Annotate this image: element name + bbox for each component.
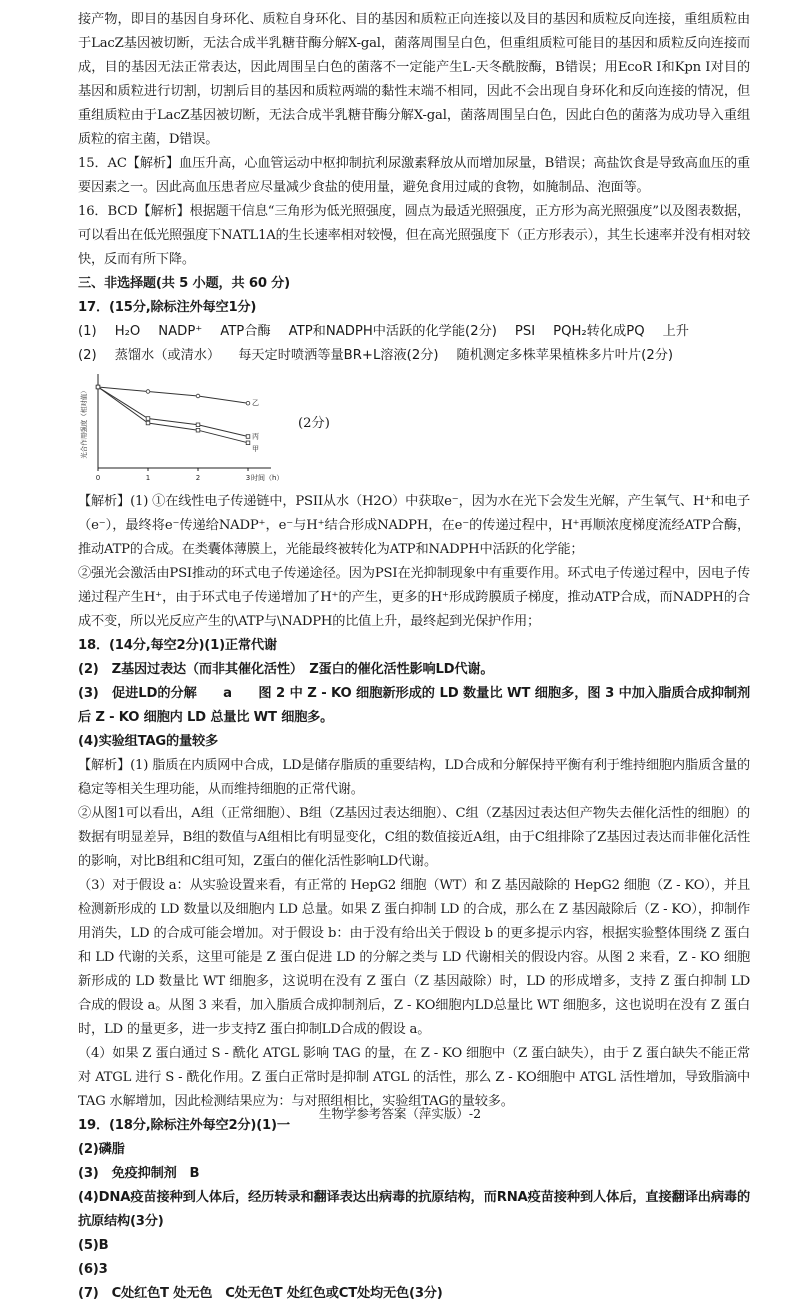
q17-heading: 17．(15分,除标注外每空1分) [78,300,257,315]
figure-points-note: (2分) [298,416,330,431]
data-point [246,401,250,405]
data-point [146,421,150,425]
q19-3: (3) 免疫抑制剂 B [78,1166,200,1181]
q16-answer: 16．BCD【解析】根据题干信息“三角形为低光照强度，圆点为最适光照强度，正方形为高光照强度”以及图表数据，可以看出在低光照强度下NATL1A的生长速率相对较慢，但在高光照强度下（正方形表示），其生长速率并没有相对较快，反而有所下降。 [78,204,750,267]
series-label: 乙 [252,399,259,408]
data-point [196,428,200,432]
q19-7: (7) C处红色T 处无色 C处无色T 处红色或CT处均无色(3分) [78,1286,443,1301]
x-axis-label: 时间（h） [251,474,284,482]
q18-2: (2) Z基因过表达（而非其催化活性） Z蛋白的催化活性影响LD代谢。 [78,662,494,677]
line-chart [78,370,288,488]
q15-answer: 15．AC【解析】血压升高，心血管运动中枢抑制抗利尿激素释放从而增加尿量，B错误；高盐饮食是导致高血压的重要因素之一。因此高血压患者应尽量减少食盐的使用量，避免食用过咸的食物，如腌制品、泡面等。 [78,156,750,195]
q19-2: (2)磷脂 [78,1142,125,1157]
data-point [246,435,250,439]
q18-3: (3) 促进LD的分解 a 图 2 中 Z - KO 细胞新形成的 LD 数量比 WT 细胞多，图 3 中加入脂质合成抑制剂后 Z - KO 细胞内 LD 总量比 WT 细胞多。 [78,686,750,725]
q19-heading: 19．(18分,除标注外每空2分)(1)一 [78,1118,290,1133]
x-tick-label: 0 [95,474,101,482]
q17-explanation-1: 【解析】(1) ①在线性电子传递链中，PSII从水（H2O）中获取e⁻，因为水在光下会发生光解，产生氧气、H⁺和电子（e⁻），最终将e⁻传递给NADP⁺，e⁻与H⁺结合形成NADPH，在e⁻的传递过程中，H⁺再顺浓度梯度流经ATP合酶，推动ATP的合成。在类囊体薄膜上，光能最终被转化为ATP和NADPH中活跃的化学能； [78,494,750,557]
x-tick-label: 3 [245,474,251,482]
series-label: 丙 [252,432,259,441]
series-line [98,387,248,443]
q19-4: (4)DNA疫苗接种到人体后，经历转录和翻译表达出病毒的抗原结构，而RNA疫苗接种到人体后，直接翻译出病毒的抗原结构(3分) [78,1190,750,1229]
q17-row-2 [78,344,750,368]
q17-1-g: 上升 [662,324,689,339]
q17-1-c: ATP合酶 [220,324,271,339]
q17-1-a: H₂O [114,324,141,339]
q17-1-b: NADP⁺ [158,324,203,339]
q19-6: (6)3 [78,1262,108,1277]
data-point [196,423,200,427]
q18-heading: 18．(14分,每空2分)(1)正常代谢 [78,638,277,653]
data-point [146,417,150,421]
page-footer: 生物学参考答案（萍实版）-2 [318,1106,482,1121]
x-tick-label: 2 [195,474,201,482]
q17-2-a: 蒸馏水（或清水） [114,348,221,363]
q18-explanation-4: （4）如果 Z 蛋白通过 S - 酰化 ATGL 影响 TAG 的量，在 Z - KO 细胞中（Z 蛋白缺失），由于 Z 蛋白缺失不能正常对 ATGL 进行 S - 酰化作用。Z 蛋白正常时是抑制 ATGL 的活性，那么 Z - KO细胞中 ATGL 活性增加，导致脂滴中 TAG 水解增加，因此检测结果应为：与对照组相比，实验组TAG的量较多。 [78,1046,750,1109]
q18-explanation-2: ②从图1可以看出，A组（正常细胞）、B组（Z基因过表达细胞）、C组（Z基因过表达但产物失去催化活性的细胞）的数据有明显差异，B组的数值与A组相比有明显变化，C组的数值接近A组，由于C组排除了Z基因过表达而非催化活性的影响，对比B组和C组可知，Z蛋白的催化活性影响LD代谢。 [78,806,750,869]
q18-4: (4)实验组TAG的量较多 [78,734,218,749]
x-tick-label: 1 [145,474,151,482]
q14-explanation-continued: 接产物，即目的基因自身环化、质粒自身环化、目的基因和质粒正向连接以及目的基因和质粒反向连接，重组质粒由于LacZ基因被切断，无法合成半乳糖苷酶分解X-gal，菌落周围呈白色，但重组质粒可能目的基因和质粒反向连接而成，目的基因无法正常表达，因此周围呈白色的菌落不一定能产生L-天冬酰胺酶，B错误；用EcoR Ⅰ和Kpn Ⅰ对目的基因和质粒进行切割，切割后目的基因和质粒两端的黏性末端不相同，因此不会出现自身环化和反向连接的情况，但重组质粒由于LacZ基因被切断，无法合成半乳糖苷酶分解X-gal，菌落周围呈白色，因此白色的菌落为成功导入重组质粒的宿主菌，D错误。 [78,12,750,147]
q17-2-c: 随机测定多株苹果植株多片叶片(2分) [456,348,674,363]
q18-explanation-3: （3）对于假设 a：从实验设置来看，有正常的 HepG2 细胞（WT）和 Z 基因敲除的 HepG2 细胞（Z - KO），并且检测新形成的 LD 数量以及细胞内 LD 总量。如果 Z 蛋白抑制 LD 的合成，那么在 Z 基因敲除后（Z - KO），抑制作用消失，LD 的合成可能会增加。对于假设 b：由于没有给出关于假设 b 的更多提示内容，根据实验整体围绕 Z 蛋白和 LD 代谢的关系，这里可能是 Z 蛋白促进 LD 的分解之类与 LD 代谢相关的假设内容。从图 2 来看，Z - KO 细胞新形成的 LD 数量比 WT 细胞多，这说明在没有 Z 蛋白（Z 基因敲除）时，LD 的形成增多，支持 Z 蛋白抑制 LD 合成的假设 a。从图 3 来看，加入脂质合成抑制剂后，Z - KO细胞内LD总量比 WT 细胞多，这也说明在没有 Z 蛋白时，LD 的量更多，进一步支持Z 蛋白抑制LD合成的假设 a。 [78,878,750,1037]
y-axis-label: 光合作用强度（相对值） [80,387,88,459]
data-point [146,390,150,394]
data-point [196,394,200,398]
q17-1-e: PSI [514,324,536,339]
q17-1-num: (1) [78,324,97,339]
section-heading: 三、非选择题(共 5 小题，共 60 分) [78,276,290,291]
data-point [246,441,250,445]
q17-2-b: 每天定时喷洒等量BR+L溶液(2分) [238,348,439,363]
q17-explanation-2: ②强光会激活由PSI推动的环式电子传递途径。因为PSI在光抑制现象中有重要作用。环式电子传递过程中，因电子传递过程产生H⁺，由于环式电子传递增加了H⁺的产生，更多的H⁺形成跨膜质子梯度，推动ATP合成，而NADPH的合成不变，所以光反应产生的\ATP与\NADPH的比值上升，最终起到光保护作用； [78,566,750,629]
series-label: 甲 [252,444,259,453]
q17-1-d: ATP和NADPH中活跃的化学能(2分) [288,324,497,339]
q17-row-1 [78,320,750,344]
q19-5: (5)B [78,1238,109,1253]
q17-1-f: PQH₂转化成PQ [553,324,645,339]
data-point [96,385,100,389]
q17-2-num: (2) [78,348,97,363]
series-line [98,387,248,437]
photosynthesis-figure [78,370,750,488]
q18-explanation-1: 【解析】(1) 脂质在内质网中合成，LD是储存脂质的重要结构，LD合成和分解保持平衡有利于维持细胞内脂质含量的稳定等相关生理功能，从而维持细胞的正常代谢。 [78,758,750,797]
